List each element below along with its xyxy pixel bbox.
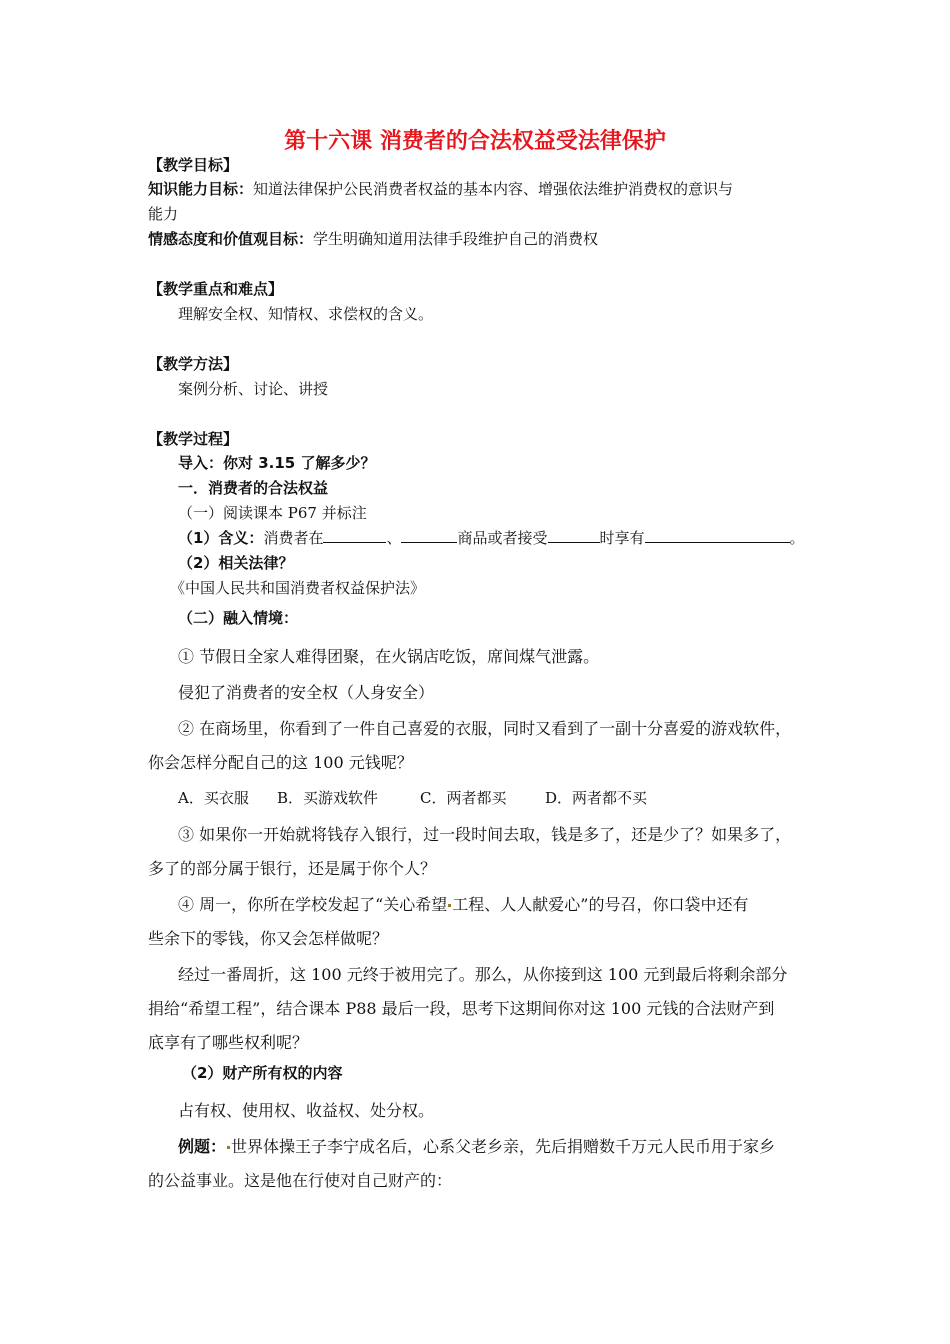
- example-label: 例题：: [178, 1137, 227, 1156]
- paragraph-line-2: 捐给“希望工程”，结合课本 P88 最后一段，思考下这期间你对这 100 元钱的合法财产到: [148, 999, 775, 1018]
- case-1: ① 节假日全家人难得团聚，在火锅店吃饭，席间煤气泄露。: [178, 647, 600, 666]
- case-4-line-1: [178, 892, 748, 915]
- meaning-text-b: 、: [386, 529, 402, 547]
- emotion-goal-label: 情感态度和价值观目标：: [148, 230, 314, 248]
- methods-text: 案例分析、讨论、讲授: [178, 380, 329, 398]
- meaning-line: [178, 527, 805, 548]
- property-label: （2）财产所有权的内容: [182, 1064, 343, 1082]
- meaning-text-d: 时享有: [599, 529, 645, 547]
- case-1-answer: 侵犯了消费者的安全权（人身安全）: [178, 683, 435, 702]
- methods-heading: 【教学方法】: [148, 355, 239, 373]
- keypoints-heading: 【教学重点和难点】: [148, 280, 284, 298]
- law-text: 《中国人民共和国消费者权益保护法》: [170, 579, 426, 597]
- knowledge-goal-label: 知识能力目标：: [148, 180, 254, 198]
- fill-blank[interactable]: [323, 528, 386, 543]
- paragraph-line-1: 经过一番周折，这 100 元终于被用完了。那么，从你接到这 100 元到最后将剩余部分: [178, 965, 788, 984]
- property-text: 占有权、使用权、收益权、处分权。: [178, 1101, 435, 1120]
- option-a: A．买衣服: [178, 789, 249, 807]
- case-3-line-2: 多了的部分属于银行，还是属于你个人？: [148, 859, 437, 878]
- meaning-text-e: 。: [789, 529, 805, 547]
- section-heading-rights: 一．消费者的合法权益: [178, 479, 329, 497]
- emotion-goal-text: 学生明确知道用法律手段维护自己的消费权: [313, 230, 599, 248]
- knowledge-goal-text-cont: 能力: [148, 205, 179, 223]
- fill-blank[interactable]: [401, 528, 457, 543]
- meaning-label: （1）含义：: [178, 529, 264, 547]
- goals-heading: 【教学目标】: [148, 156, 239, 174]
- fill-blank[interactable]: [548, 528, 600, 543]
- subsection-scenario: （二）融入情境：: [178, 609, 299, 627]
- meaning-text-a: 消费者在: [263, 529, 324, 547]
- case-4-line-2: 些余下的零钱，你又会怎样做呢？: [148, 929, 389, 948]
- case-4-text-b: 工程、人人献爱心”的号召，你口袋中还有: [452, 895, 749, 914]
- keypoints-text: 理解安全权、知情权、求偿权的含义。: [178, 305, 434, 323]
- option-b: B．买游戏软件: [277, 789, 379, 807]
- subsection-read-textbook: （一）阅读课本 P67 并标注: [178, 504, 367, 522]
- process-heading: 【教学过程】: [148, 430, 239, 448]
- emotion-goal-line: [148, 228, 598, 249]
- case-4-text-a: ④ 周一，你所在学校发起了“关心希望: [178, 895, 448, 914]
- knowledge-goal-text: 知道法律保护公民消费者权益的基本内容、增强依法维护消费权的意识与: [253, 180, 734, 198]
- dot-mark-icon: [227, 1146, 230, 1149]
- page-title: 第十六课 消费者的合法权益受法律保护: [284, 129, 666, 154]
- paragraph-line-3: 底享有了哪些权利呢？: [148, 1033, 309, 1052]
- knowledge-goal-line: [148, 178, 733, 199]
- option-c: C．两者都买: [420, 789, 507, 807]
- case-3-line-1: ③ 如果你一开始就将钱存入银行，过一段时间去取，钱是多了，还是少了？如果多了，: [178, 825, 792, 844]
- example-line-1: [178, 1134, 775, 1157]
- meaning-text-c: 商品或者接受: [457, 529, 548, 547]
- example-line-2: 的公益事业。这是他在行使对自己财产的：: [148, 1171, 453, 1190]
- example-text: 世界体操王子李宁成名后，心系父老乡亲，先后捐赠数千万元人民币用于家乡: [231, 1137, 776, 1156]
- option-d: D．两者都不买: [545, 789, 648, 807]
- intro-line: 导入：你对 3.15 了解多少？: [178, 454, 376, 472]
- law-label: （2）相关法律？: [178, 554, 294, 572]
- fill-blank[interactable]: [645, 528, 790, 543]
- case-2-line-2: 你会怎样分配自己的这 100 元钱呢？: [148, 753, 413, 772]
- dot-mark-icon: [448, 904, 451, 907]
- case-2-line-1: ② 在商场里，你看到了一件自己喜爱的衣服，同时又看到了一副十分喜爱的游戏软件，: [178, 719, 792, 738]
